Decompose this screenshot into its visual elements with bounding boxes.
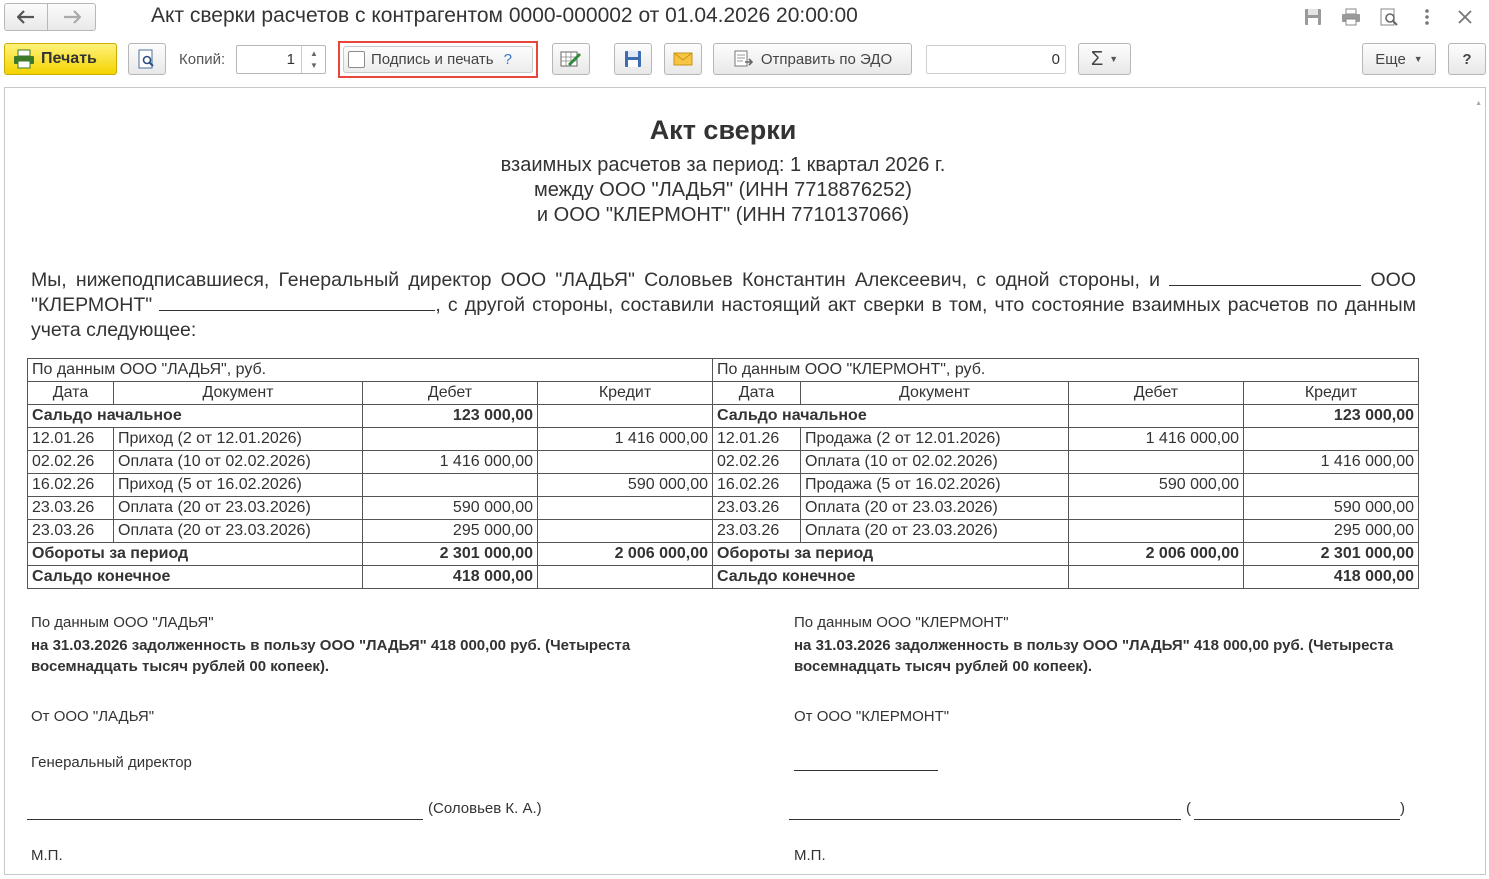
window-title: Акт сверки расчетов с контрагентом 0000-000002 от 01.04.2026 20:00:00 — [151, 4, 858, 27]
cell-debit: 1 416 000,00 — [1069, 428, 1244, 451]
cell-date: 23.03.26 — [28, 520, 114, 543]
magnifier-page-icon — [1380, 8, 1398, 26]
cell-date: 23.03.26 — [28, 497, 114, 520]
column-header: Кредит — [538, 382, 713, 405]
cell-date: 02.02.26 — [28, 451, 114, 474]
copies-stepper[interactable] — [236, 45, 326, 74]
more-label: Еще — [1375, 50, 1406, 68]
right-footer-header: По данным ООО "КЛЕРМОНТ" — [794, 614, 1009, 631]
table-columns-row — [28, 382, 1419, 405]
help-label: ? — [1462, 50, 1472, 68]
send-edo-label: Отправить по ЭДО — [760, 50, 893, 68]
row-label: Обороты за период — [28, 543, 363, 566]
document-subtitle-line: взаимных расчетов за период: 1 квартал 2026 г. — [500, 154, 946, 176]
floppy-icon — [1304, 8, 1322, 26]
debt-text-line: на 31.03.2026 задолженность в пользу ООО "ЛАДЬЯ" 418 000,00 руб. (Четыреста — [31, 637, 631, 654]
back-button[interactable] — [4, 3, 48, 31]
table-row — [28, 520, 1419, 543]
sum-button[interactable] — [1078, 43, 1131, 75]
left-signer-name: (Соловьев К. А.) — [428, 800, 542, 817]
cell-value: 418 000,00 — [363, 566, 538, 589]
edo-count-value: 0 — [1051, 51, 1060, 68]
cell-credit — [538, 451, 713, 474]
cell-credit: 590 000,00 — [1244, 497, 1419, 520]
cell-value — [538, 566, 713, 589]
closing-balance-row — [28, 566, 1419, 589]
cell-credit — [1244, 474, 1419, 497]
edo-send-icon — [733, 50, 753, 68]
cell-document: Оплата (20 от 23.03.2026) — [801, 497, 1069, 520]
more-window-button[interactable] — [1413, 5, 1441, 29]
turnover-row — [28, 543, 1419, 566]
cell-value: 123 000,00 — [1244, 405, 1419, 428]
cell-credit — [1244, 428, 1419, 451]
kebab-icon — [1424, 8, 1430, 26]
cell-date: 16.02.26 — [713, 474, 801, 497]
dropdown-caret-icon: ▼ — [1109, 54, 1119, 64]
cell-value: 418 000,00 — [1244, 566, 1419, 589]
print-window-button[interactable] — [1337, 5, 1365, 29]
sign-print-toggle[interactable] — [343, 46, 533, 73]
left-signature-line — [27, 819, 423, 820]
intro-text: ООО "КЛЕРМОНТ" — [31, 269, 1417, 316]
more-button[interactable] — [1362, 43, 1436, 75]
title-bar — [0, 0, 1489, 38]
debt-text-line: восемнадцать тысяч рублей 00 копеек). — [31, 658, 330, 675]
cell-credit: 1 416 000,00 — [1244, 451, 1419, 474]
sign-print-checkbox[interactable] — [348, 51, 365, 68]
row-label: Сальдо начальное — [28, 405, 363, 428]
row-label: Сальдо конечное — [28, 566, 363, 589]
cell-value — [538, 405, 713, 428]
right-signer-name-line — [1194, 819, 1400, 820]
edo-count-field — [926, 45, 1066, 74]
cell-credit — [538, 520, 713, 543]
preview-window-button[interactable] — [1375, 5, 1403, 29]
left-position-label: Генеральный директор — [31, 754, 192, 771]
left-from-label: От ООО "ЛАДЬЯ" — [31, 708, 155, 725]
help-question-icon[interactable]: ? — [503, 51, 512, 68]
cell-debit — [1069, 497, 1244, 520]
copies-spinner[interactable] — [301, 46, 325, 73]
cell-credit — [538, 497, 713, 520]
column-header: Документ — [801, 382, 1069, 405]
sign-print-highlight — [338, 41, 538, 78]
close-window-button[interactable] — [1451, 5, 1479, 29]
forward-button[interactable] — [48, 3, 96, 31]
column-header: Дебет — [1069, 382, 1244, 405]
send-edo-button[interactable] — [713, 43, 912, 75]
cell-document: Оплата (20 от 23.03.2026) — [801, 520, 1069, 543]
cell-debit: 590 000,00 — [1069, 474, 1244, 497]
table-row — [28, 428, 1419, 451]
print-label: Печать — [41, 50, 97, 67]
intro-text: , с другой стороны, составили настоящий акт сверки в том, что состояние взаимных расчетов по данным учета следующее: — [31, 294, 1417, 341]
cell-debit: 590 000,00 — [363, 497, 538, 520]
cell-debit: 1 416 000,00 — [363, 451, 538, 474]
row-label: Обороты за период — [713, 543, 1069, 566]
cell-date: 23.03.26 — [713, 520, 801, 543]
floppy-icon — [624, 50, 642, 68]
cell-debit — [1069, 520, 1244, 543]
right-signature-line — [789, 819, 1181, 820]
envelope-icon — [673, 52, 693, 66]
left-footer-header: По данным ООО "ЛАДЬЯ" — [31, 614, 214, 631]
cell-debit — [363, 474, 538, 497]
right-signer-paren-close: ) — [1400, 800, 1405, 817]
left-party-header: По данным ООО "ЛАДЬЯ", руб. — [28, 359, 713, 382]
cell-value: 2 006 000,00 — [538, 543, 713, 566]
intro-paragraph — [31, 268, 1416, 343]
opening-balance-row — [28, 405, 1419, 428]
help-button[interactable] — [1448, 43, 1486, 75]
cell-document: Приход (5 от 16.02.2026) — [114, 474, 363, 497]
cell-date: 16.02.26 — [28, 474, 114, 497]
left-stamp-label: М.П. — [31, 847, 63, 864]
signatory-blank-line — [1169, 268, 1361, 286]
cell-document: Оплата (10 от 02.02.2026) — [114, 451, 363, 474]
cell-document: Продажа (5 от 16.02.2026) — [801, 474, 1069, 497]
printer-icon — [1341, 8, 1361, 26]
document-area[interactable] — [4, 87, 1486, 875]
cell-date: 12.01.26 — [713, 428, 801, 451]
printer-icon — [13, 49, 35, 69]
cell-credit: 1 416 000,00 — [538, 428, 713, 451]
magnifier-page-icon — [138, 49, 156, 69]
cell-value: 2 301 000,00 — [363, 543, 538, 566]
row-label: Сальдо начальное — [713, 405, 1069, 428]
right-from-label: От ООО "КЛЕРМОНТ" — [794, 708, 950, 725]
table-row — [28, 451, 1419, 474]
cell-credit: 295 000,00 — [1244, 520, 1419, 543]
cell-document: Приход (2 от 12.01.2026) — [114, 428, 363, 451]
cell-date: 23.03.26 — [713, 497, 801, 520]
right-party-header: По данным ООО "КЛЕРМОНТ", руб. — [713, 359, 1419, 382]
cell-debit — [363, 428, 538, 451]
dropdown-caret-icon: ▼ — [1413, 54, 1423, 64]
cell-document: Оплата (20 от 23.03.2026) — [114, 520, 363, 543]
cell-value — [1069, 566, 1244, 589]
cell-value: 2 006 000,00 — [1069, 543, 1244, 566]
left-debt-statement — [31, 635, 731, 677]
document-subtitle-line: и ООО "КЛЕРМОНТ" (ИНН 7710137066) — [536, 204, 910, 226]
cell-document: Оплата (20 от 23.03.2026) — [114, 497, 363, 520]
column-header: Кредит — [1244, 382, 1419, 405]
cell-document: Продажа (2 от 12.01.2026) — [801, 428, 1069, 451]
edit-document-button[interactable] — [552, 43, 590, 75]
column-header: Дата — [713, 382, 801, 405]
arrow-left-icon — [17, 10, 35, 24]
debt-text-line: восемнадцать тысяч рублей 00 копеек). — [794, 658, 1093, 675]
send-email-button[interactable] — [664, 43, 702, 75]
table-header-row — [28, 359, 1419, 382]
document-subtitle-line: между ООО "ЛАДЬЯ" (ИНН 7718876252) — [534, 179, 912, 201]
column-header: Документ — [114, 382, 363, 405]
intro-text: Мы, нижеподписавшиеся, Генеральный директор ООО "ЛАДЬЯ" Соловьев Константин Алексеевич, с одной стороны, и — [31, 269, 1161, 291]
sigma-icon: Σ — [1090, 47, 1104, 70]
preview-button[interactable] — [128, 43, 166, 75]
right-debt-statement — [794, 635, 1484, 677]
right-position-line — [794, 770, 938, 771]
sign-print-label: Подпись и печать — [371, 51, 494, 68]
edit-sheet-icon — [560, 49, 582, 69]
column-header: Дебет — [363, 382, 538, 405]
spin-down-icon[interactable]: ▼ — [310, 61, 318, 70]
table-row — [28, 497, 1419, 520]
right-signer-paren-open: ( — [1186, 800, 1191, 817]
cell-debit: 295 000,00 — [363, 520, 538, 543]
close-icon — [1458, 10, 1472, 24]
cell-debit — [1069, 451, 1244, 474]
arrow-right-icon — [63, 10, 81, 24]
print-button[interactable] — [4, 43, 117, 75]
cell-date: 02.02.26 — [713, 451, 801, 474]
reconciliation-table — [27, 358, 1419, 589]
toolbar — [0, 41, 1489, 81]
copies-label: Копий: — [179, 51, 226, 68]
save-button[interactable] — [614, 43, 652, 75]
spin-up-icon[interactable]: ▲ — [310, 49, 318, 58]
signatory-blank-line — [159, 293, 435, 311]
column-header: Дата — [28, 382, 114, 405]
save-window-button[interactable] — [1299, 5, 1327, 29]
copies-value[interactable]: 1 — [286, 51, 295, 68]
document-title: Акт сверки — [649, 115, 797, 145]
table-row — [28, 474, 1419, 497]
cell-value — [1069, 405, 1244, 428]
cell-date: 12.01.26 — [28, 428, 114, 451]
row-label: Сальдо конечное — [713, 566, 1069, 589]
cell-value: 123 000,00 — [363, 405, 538, 428]
scroll-up-icon[interactable]: ▲ — [1475, 100, 1482, 107]
cell-credit: 590 000,00 — [538, 474, 713, 497]
cell-document: Оплата (10 от 02.02.2026) — [801, 451, 1069, 474]
debt-text-line: на 31.03.2026 задолженность в пользу ООО "ЛАДЬЯ" 418 000,00 руб. (Четыреста — [794, 637, 1394, 654]
right-stamp-label: М.П. — [794, 847, 826, 864]
cell-value: 2 301 000,00 — [1244, 543, 1419, 566]
